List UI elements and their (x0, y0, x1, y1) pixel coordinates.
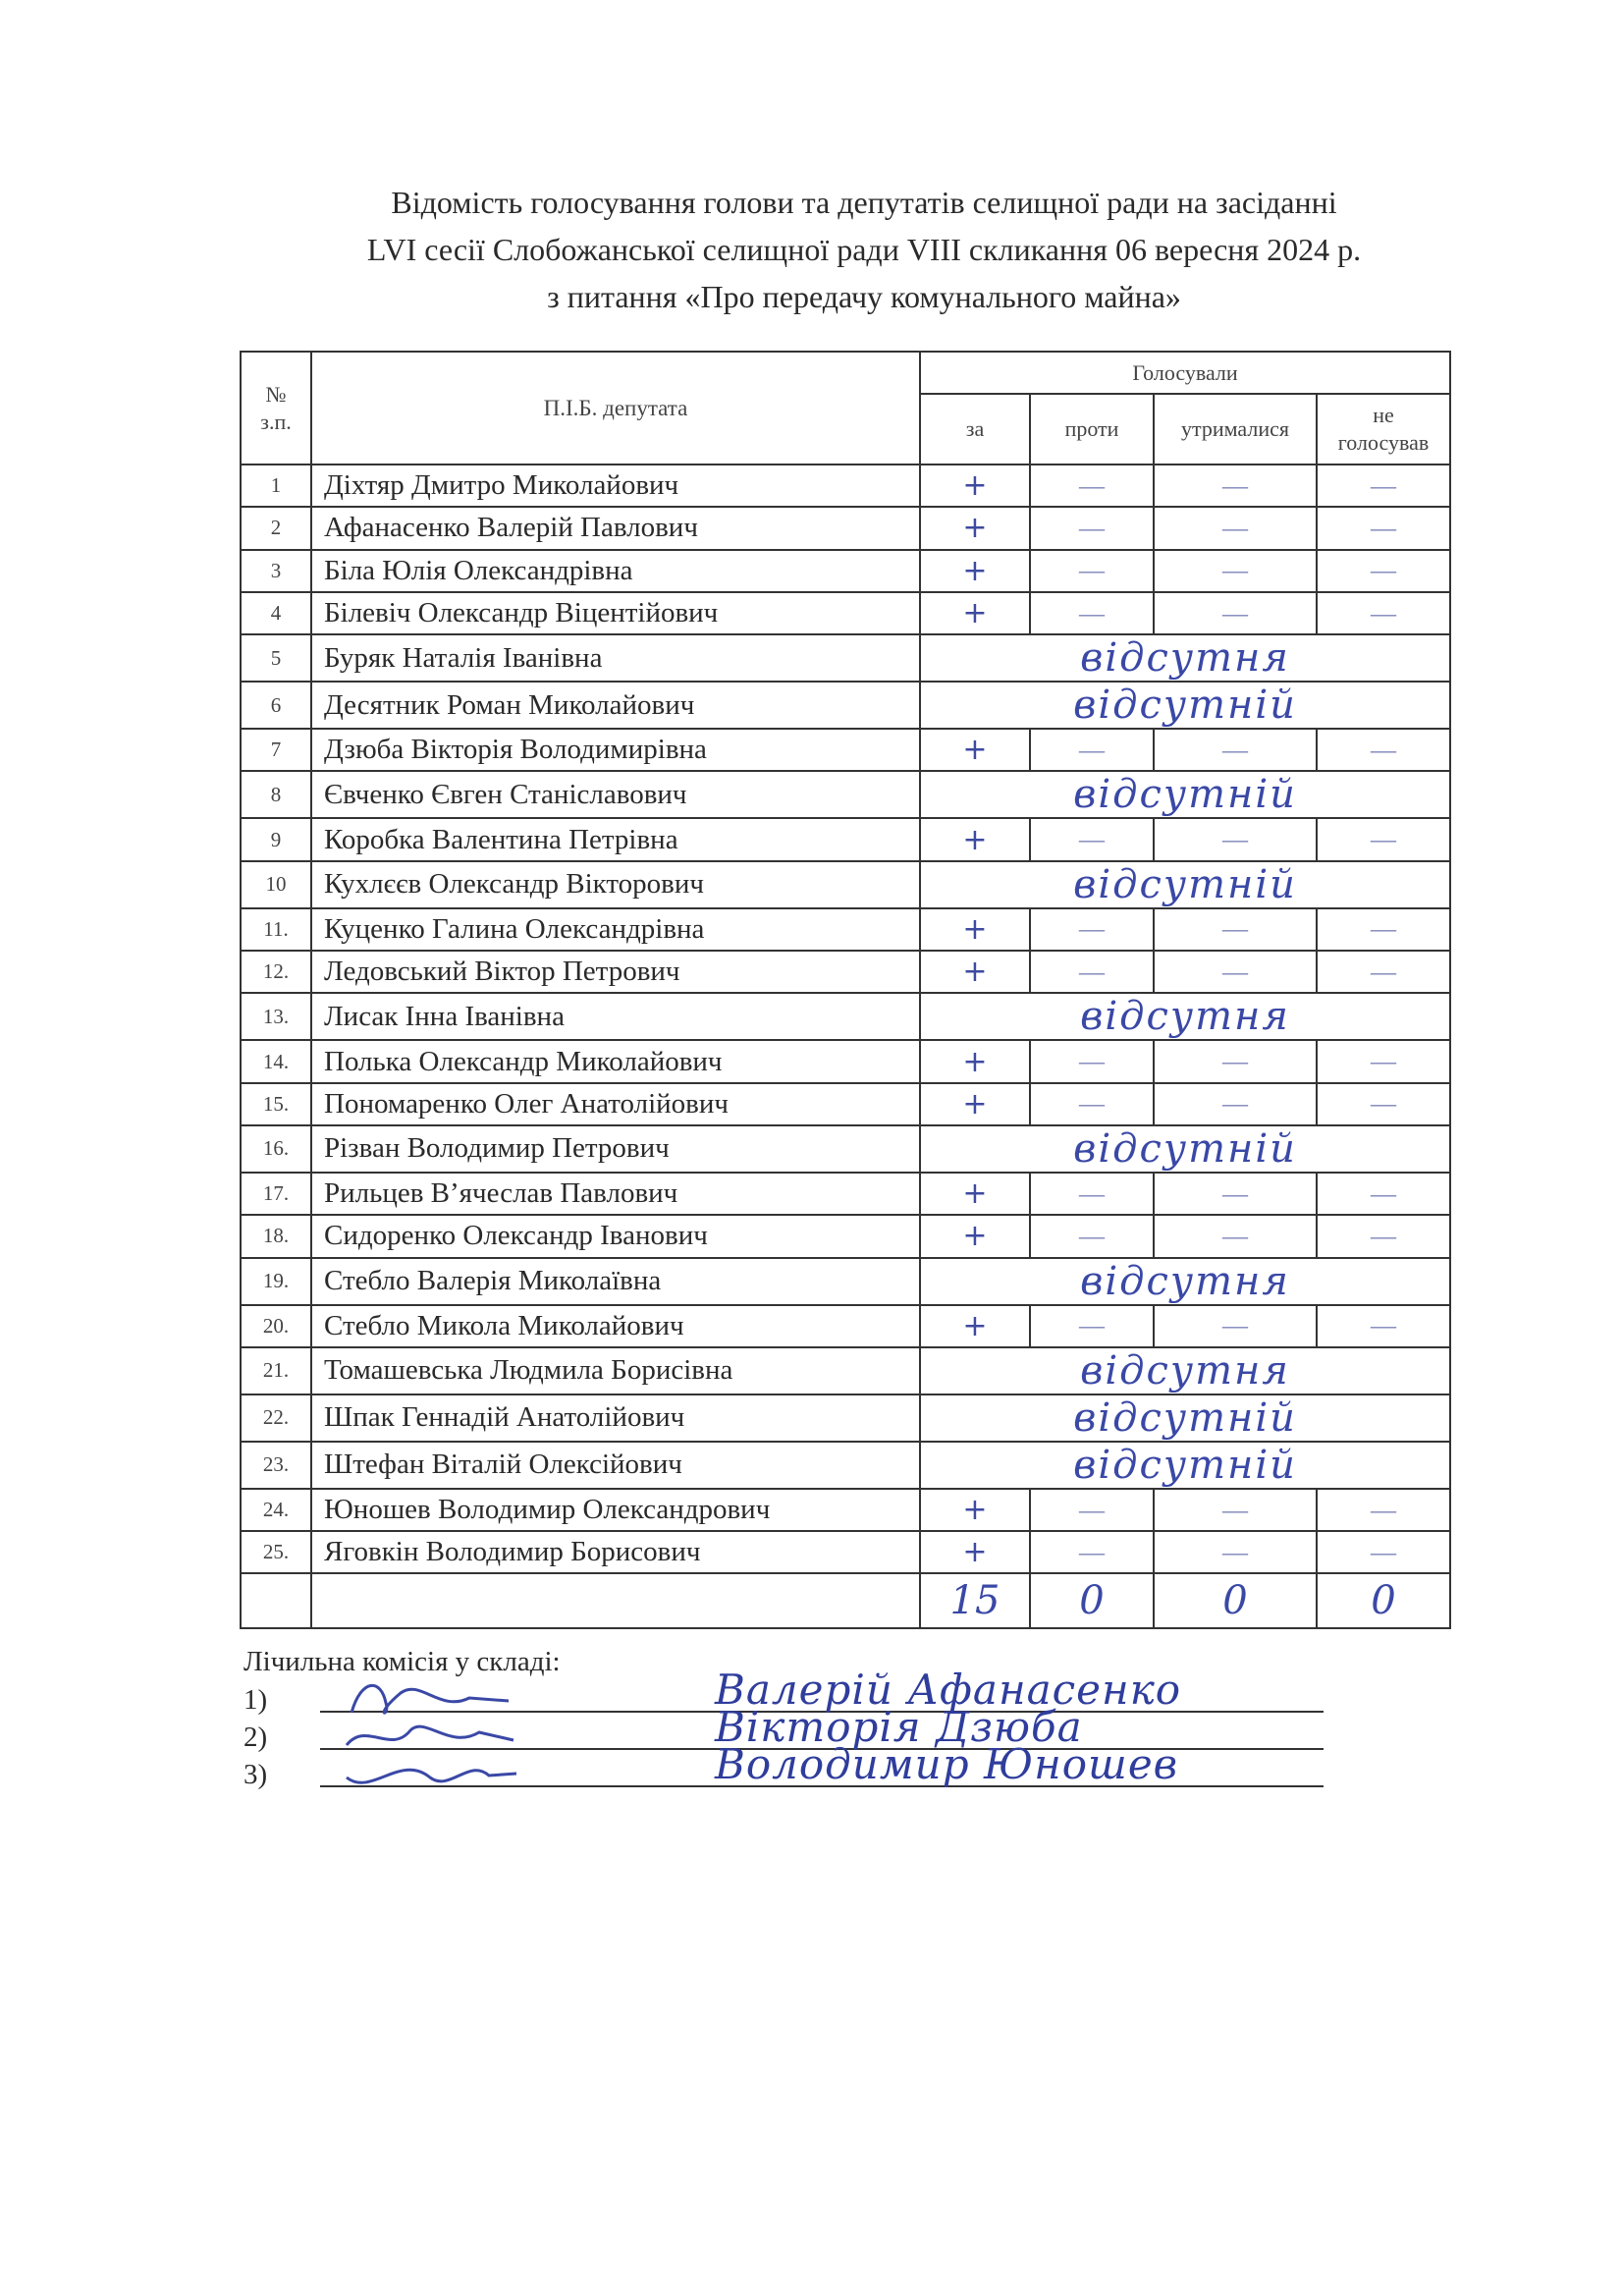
absent-note: відсутній (920, 1125, 1450, 1173)
vote-abstained-mark: — (1154, 1531, 1317, 1573)
table-row (241, 1394, 1450, 1442)
deputy-name: Афанасенко Валерій Павлович (311, 507, 920, 549)
row-number: 9 (241, 818, 311, 860)
vote-not-voted-mark: — (1317, 1531, 1450, 1573)
row-number: 10 (241, 861, 311, 908)
row-number: 23. (241, 1442, 311, 1489)
header-not-voted (1317, 394, 1450, 465)
table-row (241, 1442, 1450, 1489)
vote-abstained-mark: — (1154, 951, 1317, 993)
table-row (241, 465, 1450, 507)
vote-not-voted-mark: — (1317, 550, 1450, 592)
deputy-name: Буряк Наталія Іванівна (311, 634, 920, 682)
vote-abstained-mark: — (1154, 818, 1317, 860)
row-number: 3 (241, 550, 311, 592)
vote-abstained-mark: — (1154, 1215, 1317, 1257)
vote-not-voted-mark: — (1317, 592, 1450, 634)
table-row (241, 993, 1450, 1040)
table-row (241, 1083, 1450, 1125)
totals-empty-num (241, 1573, 311, 1628)
deputy-name: Юношев Володимир Олександрович (311, 1489, 920, 1531)
deputy-name: Кухлєєв Олександр Вікторович (311, 861, 920, 908)
row-number: 22. (241, 1394, 311, 1442)
table-row (241, 729, 1450, 771)
vote-not-voted-mark: — (1317, 951, 1450, 993)
deputy-name: Пономаренко Олег Анатолійович (311, 1083, 920, 1125)
voting-table (240, 351, 1451, 1629)
vote-not-voted-mark: — (1317, 1305, 1450, 1347)
vote-for-mark: + (920, 1531, 1030, 1573)
row-number: 24. (241, 1489, 311, 1531)
absent-note: відсутня (920, 993, 1450, 1040)
deputy-name: Рильцев В’ячеслав Павлович (311, 1173, 920, 1215)
row-number: 12. (241, 951, 311, 993)
vote-abstained-mark: — (1154, 550, 1317, 592)
row-number: 19. (241, 1258, 311, 1305)
absent-note: відсутній (920, 682, 1450, 729)
row-number: 4 (241, 592, 311, 634)
row-number: 2 (241, 507, 311, 549)
table-row (241, 634, 1450, 682)
row-number: 14. (241, 1040, 311, 1082)
header-not-voted-line1: не (1373, 403, 1394, 427)
header-abstained: утрималися (1154, 394, 1317, 465)
member-handwritten-name: Валерій Афанасенко (715, 1666, 1182, 1714)
table-row (241, 550, 1450, 592)
absent-note: відсутній (920, 1442, 1450, 1489)
vote-against-mark: — (1030, 951, 1154, 993)
table-row (241, 771, 1450, 818)
vote-against-mark: — (1030, 729, 1154, 771)
row-number: 7 (241, 729, 311, 771)
vote-for-mark: + (920, 507, 1030, 549)
table-row (241, 1347, 1450, 1394)
absent-note: відсутній (920, 771, 1450, 818)
table-row (241, 1125, 1450, 1173)
deputy-name: Ледовський Віктор Петрович (311, 951, 920, 993)
deputy-name: Білевіч Олександр Віцентійович (311, 592, 920, 634)
absent-note: відсутня (920, 634, 1450, 682)
vote-against-mark: — (1030, 1040, 1154, 1082)
table-row (241, 908, 1450, 951)
absent-note: відсутній (920, 1394, 1450, 1442)
header-voted: Голосували (920, 352, 1450, 394)
vote-against-mark: — (1030, 1083, 1154, 1125)
vote-for-mark: + (920, 592, 1030, 634)
deputy-name: Коробка Валентина Петрівна (311, 818, 920, 860)
table-row (241, 951, 1450, 993)
total-not-voted: 0 (1317, 1573, 1450, 1628)
deputy-name: Яговкін Володимир Борисович (311, 1531, 920, 1573)
commission-heading: Лічильна комісія у складі: (243, 1646, 561, 1677)
table-row (241, 1215, 1450, 1257)
row-number: 17. (241, 1173, 311, 1215)
row-number: 6 (241, 682, 311, 729)
vote-against-mark: — (1030, 1173, 1154, 1215)
table-row (241, 507, 1450, 549)
vote-abstained-mark: — (1154, 1083, 1317, 1125)
vote-against-mark: — (1030, 1215, 1154, 1257)
table-row (241, 1489, 1450, 1531)
deputy-name: Дзюба Вікторія Володимирівна (311, 729, 920, 771)
total-against: 0 (1030, 1573, 1154, 1628)
vote-against-mark: — (1030, 818, 1154, 860)
deputy-name: Томашевська Людмила Борисівна (311, 1347, 920, 1394)
member-handwritten-name: Вікторія Дзюба (715, 1703, 1083, 1751)
row-number: 15. (241, 1083, 311, 1125)
absent-note: відсутня (920, 1258, 1450, 1305)
table-row (241, 1258, 1450, 1305)
vote-not-voted-mark: — (1317, 1173, 1450, 1215)
table-row (241, 861, 1450, 908)
deputy-name: Євченко Євген Станіславович (311, 771, 920, 818)
vote-for-mark: + (920, 729, 1030, 771)
table-row (241, 1173, 1450, 1215)
header-not-voted-line2: голосував (1337, 430, 1430, 455)
header-number (241, 352, 311, 465)
row-number: 18. (241, 1215, 311, 1257)
member-index: 1) (243, 1684, 268, 1716)
vote-against-mark: — (1030, 507, 1154, 549)
vote-for-mark: + (920, 908, 1030, 951)
vote-not-voted-mark: — (1317, 1040, 1450, 1082)
table-row (241, 818, 1450, 860)
vote-against-mark: — (1030, 465, 1154, 507)
deputy-name: Стебло Валерія Миколаївна (311, 1258, 920, 1305)
vote-against-mark: — (1030, 550, 1154, 592)
header-against: проти (1030, 394, 1154, 465)
row-number: 5 (241, 634, 311, 682)
vote-not-voted-mark: — (1317, 1489, 1450, 1531)
vote-not-voted-mark: — (1317, 818, 1450, 860)
deputy-name: Лисак Інна Іванівна (311, 993, 920, 1040)
member-index: 2) (243, 1722, 268, 1753)
row-number: 8 (241, 771, 311, 818)
title-line-3: з питання «Про передачу комунального майна» (547, 279, 1181, 314)
vote-for-mark: + (920, 1305, 1030, 1347)
deputy-name: Куценко Галина Олександрівна (311, 908, 920, 951)
deputy-name: Штефан Віталій Олексійович (311, 1442, 920, 1489)
commission-member (243, 1740, 1324, 1793)
header-number-sign: № (265, 381, 287, 407)
deputy-name: Діхтяр Дмитро Миколайович (311, 465, 920, 507)
vote-not-voted-mark: — (1317, 1083, 1450, 1125)
total-for: 15 (920, 1573, 1030, 1628)
vote-for-mark: + (920, 465, 1030, 507)
vote-against-mark: — (1030, 1305, 1154, 1347)
vote-not-voted-mark: — (1317, 729, 1450, 771)
row-number: 13. (241, 993, 311, 1040)
deputy-name: Десятник Роман Миколайович (311, 682, 920, 729)
deputy-name: Різван Володимир Петрович (311, 1125, 920, 1173)
vote-abstained-mark: — (1154, 729, 1317, 771)
vote-for-mark: + (920, 1215, 1030, 1257)
counting-commission (243, 1642, 1324, 1793)
header-number-label: з.п. (260, 409, 292, 434)
deputy-name: Біла Юлія Олександрівна (311, 550, 920, 592)
deputy-name: Шпак Геннадій Анатолійович (311, 1394, 920, 1442)
totals-row (241, 1573, 1450, 1628)
absent-note: відсутній (920, 861, 1450, 908)
absent-note: відсутня (920, 1347, 1450, 1394)
vote-for-mark: + (920, 1173, 1030, 1215)
vote-against-mark: — (1030, 592, 1154, 634)
vote-not-voted-mark: — (1317, 908, 1450, 951)
vote-for-mark: + (920, 1489, 1030, 1531)
vote-for-mark: + (920, 951, 1030, 993)
table-row (241, 592, 1450, 634)
document-title (0, 179, 1622, 320)
row-number: 20. (241, 1305, 311, 1347)
title-line-2: LVI сесії Слобожанської селищної ради VIII скликання 06 вересня 2024 р. (366, 232, 1362, 267)
vote-not-voted-mark: — (1317, 465, 1450, 507)
title-line-1: Відомість голосування голови та депутатів селищної ради на засіданні (391, 185, 1337, 220)
table-row (241, 1040, 1450, 1082)
vote-for-mark: + (920, 818, 1030, 860)
deputy-name: Сидоренко Олександр Іванович (311, 1215, 920, 1257)
vote-abstained-mark: — (1154, 592, 1317, 634)
table-row (241, 682, 1450, 729)
member-index: 3) (243, 1759, 268, 1790)
row-number: 25. (241, 1531, 311, 1573)
vote-for-mark: + (920, 550, 1030, 592)
vote-abstained-mark: — (1154, 507, 1317, 549)
vote-abstained-mark: — (1154, 1173, 1317, 1215)
row-number: 16. (241, 1125, 311, 1173)
member-handwritten-name: Володимир Юношев (715, 1740, 1179, 1788)
vote-abstained-mark: — (1154, 1489, 1317, 1531)
vote-not-voted-mark: — (1317, 1215, 1450, 1257)
signature-scribble (342, 1748, 518, 1797)
vote-against-mark: — (1030, 1489, 1154, 1531)
vote-abstained-mark: — (1154, 1305, 1317, 1347)
vote-against-mark: — (1030, 908, 1154, 951)
total-abstained: 0 (1154, 1573, 1317, 1628)
deputy-name: Стебло Микола Миколайович (311, 1305, 920, 1347)
row-number: 11. (241, 908, 311, 951)
vote-for-mark: + (920, 1083, 1030, 1125)
vote-abstained-mark: — (1154, 465, 1317, 507)
header-name: П.І.Б. депутата (311, 352, 920, 465)
vote-against-mark: — (1030, 1531, 1154, 1573)
deputy-name: Полька Олександр Миколайович (311, 1040, 920, 1082)
row-number: 1 (241, 465, 311, 507)
vote-for-mark: + (920, 1040, 1030, 1082)
vote-abstained-mark: — (1154, 1040, 1317, 1082)
header-for: за (920, 394, 1030, 465)
vote-not-voted-mark: — (1317, 507, 1450, 549)
table-row (241, 1531, 1450, 1573)
row-number: 21. (241, 1347, 311, 1394)
table-row (241, 1305, 1450, 1347)
totals-empty-name (311, 1573, 920, 1628)
vote-abstained-mark: — (1154, 908, 1317, 951)
